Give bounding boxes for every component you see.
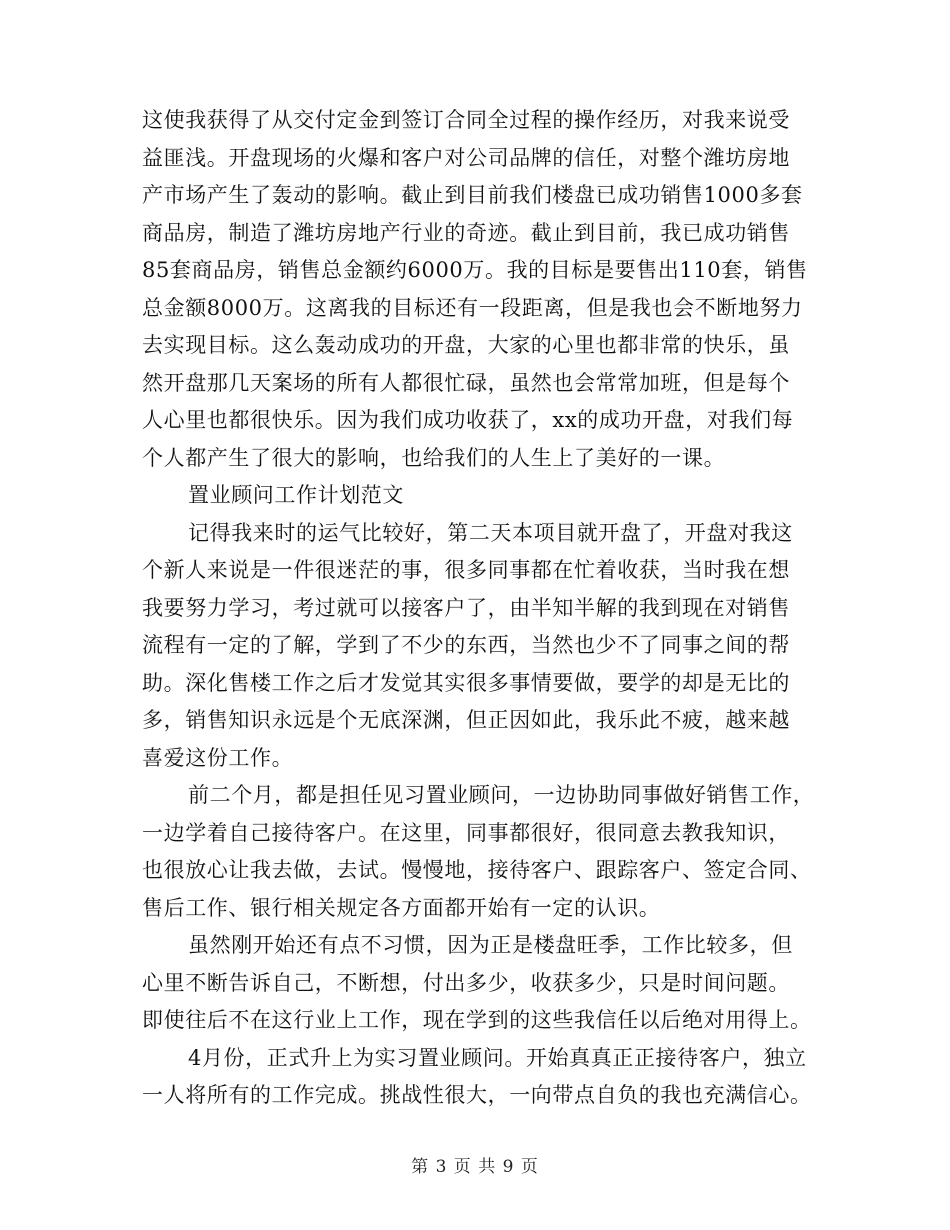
text-line: 多，销售知识永远是个无底深渊，但正因如此，我乐此不疲，越来越	[142, 708, 790, 732]
text-line: 记得我来时的运气比较好，第二天本项目就开盘了，开盘对我这	[188, 520, 793, 545]
text-line: 置业顾问工作计划范文	[188, 483, 404, 507]
text-line: 一边学着自己接待客户。在这里，同事都很好，很同意去教我知识，	[142, 820, 790, 845]
text-line: 个新人来说是一件很迷茫的事，很多同事都在忙着收获，当时我在想	[142, 558, 790, 582]
text-line: 然开盘那几天案场的所有人都很忙碌，虽然也会常常加班，但是每个	[142, 370, 790, 395]
text-line: 流程有一定的了解，学到了不少的东西，当然也少不了同事之间的帮	[142, 633, 790, 657]
text-line: 益匪浅。开盘现场的火爆和客户对公司品牌的信任，对整个潍坊房地	[142, 145, 790, 170]
text-line: 产市场产生了轰动的影响。截止到目前我们楼盘已成功销售1000多套	[142, 183, 803, 207]
text-line: 个人都产生了很大的影响，也给我们的人生上了美好的一课。	[142, 445, 726, 470]
page-number-footer: 第 3 页 共 9 页	[411, 1157, 539, 1177]
text-line: 商品房，制造了潍坊房地产行业的奇迹。截止到目前，我已成功销售	[142, 220, 790, 245]
text-line: 总金额8000万。这离我的目标还有一段距离，但是我也会不断地努力	[142, 295, 803, 320]
text-line: 4月份，正式升上为实习置业顾问。开始真真正正接待客户，独立	[188, 1045, 807, 1070]
text-line: 前二个月，都是担任见习置业顾问，一边协助同事做好销售工作，	[188, 783, 815, 807]
text-line: 心里不断告诉自己，不断想，付出多少，收获多少，只是时间问题。	[142, 970, 790, 995]
text-line: 即使往后不在这行业上工作，现在学到的这些我信任以后绝对用得上。	[142, 1008, 812, 1032]
text-line: 虽然刚开始还有点不习惯，因为正是楼盘旺季，工作比较多，但	[188, 933, 793, 957]
text-line: 售后工作、银行相关规定各方面都开始有一定的认识。	[142, 895, 661, 920]
text-line: 也很放心让我去做，去试。慢慢地，接待客户、跟踪客户、签定合同、	[142, 858, 812, 882]
text-line: 这使我获得了从交付定金到签订合同全过程的操作经历，对我来说受	[142, 108, 790, 132]
text-line: 去实现目标。这么轰动成功的开盘，大家的心里也都非常的快乐，虽	[142, 333, 790, 357]
text-line: 喜爱这份工作。	[142, 745, 294, 770]
text-line: 我要努力学习，考过就可以接客户了，由半知半解的我到现在对销售	[142, 595, 790, 620]
text-line: 助。深化售楼工作之后才发觉其实很多事情要做，要学的却是无比的	[142, 670, 790, 695]
text-line: 85套商品房，销售总金额约6000万。我的目标是要售出110套，销售	[142, 258, 808, 282]
text-line: 一人将所有的工作完成。挑战性很大，一向带点自负的我也充满信心。	[142, 1083, 812, 1107]
document-body	[142, 102, 815, 1115]
text-line: 人心里也都很快乐。因为我们成功收获了，xx的成功开盘，对我们每	[142, 408, 794, 432]
